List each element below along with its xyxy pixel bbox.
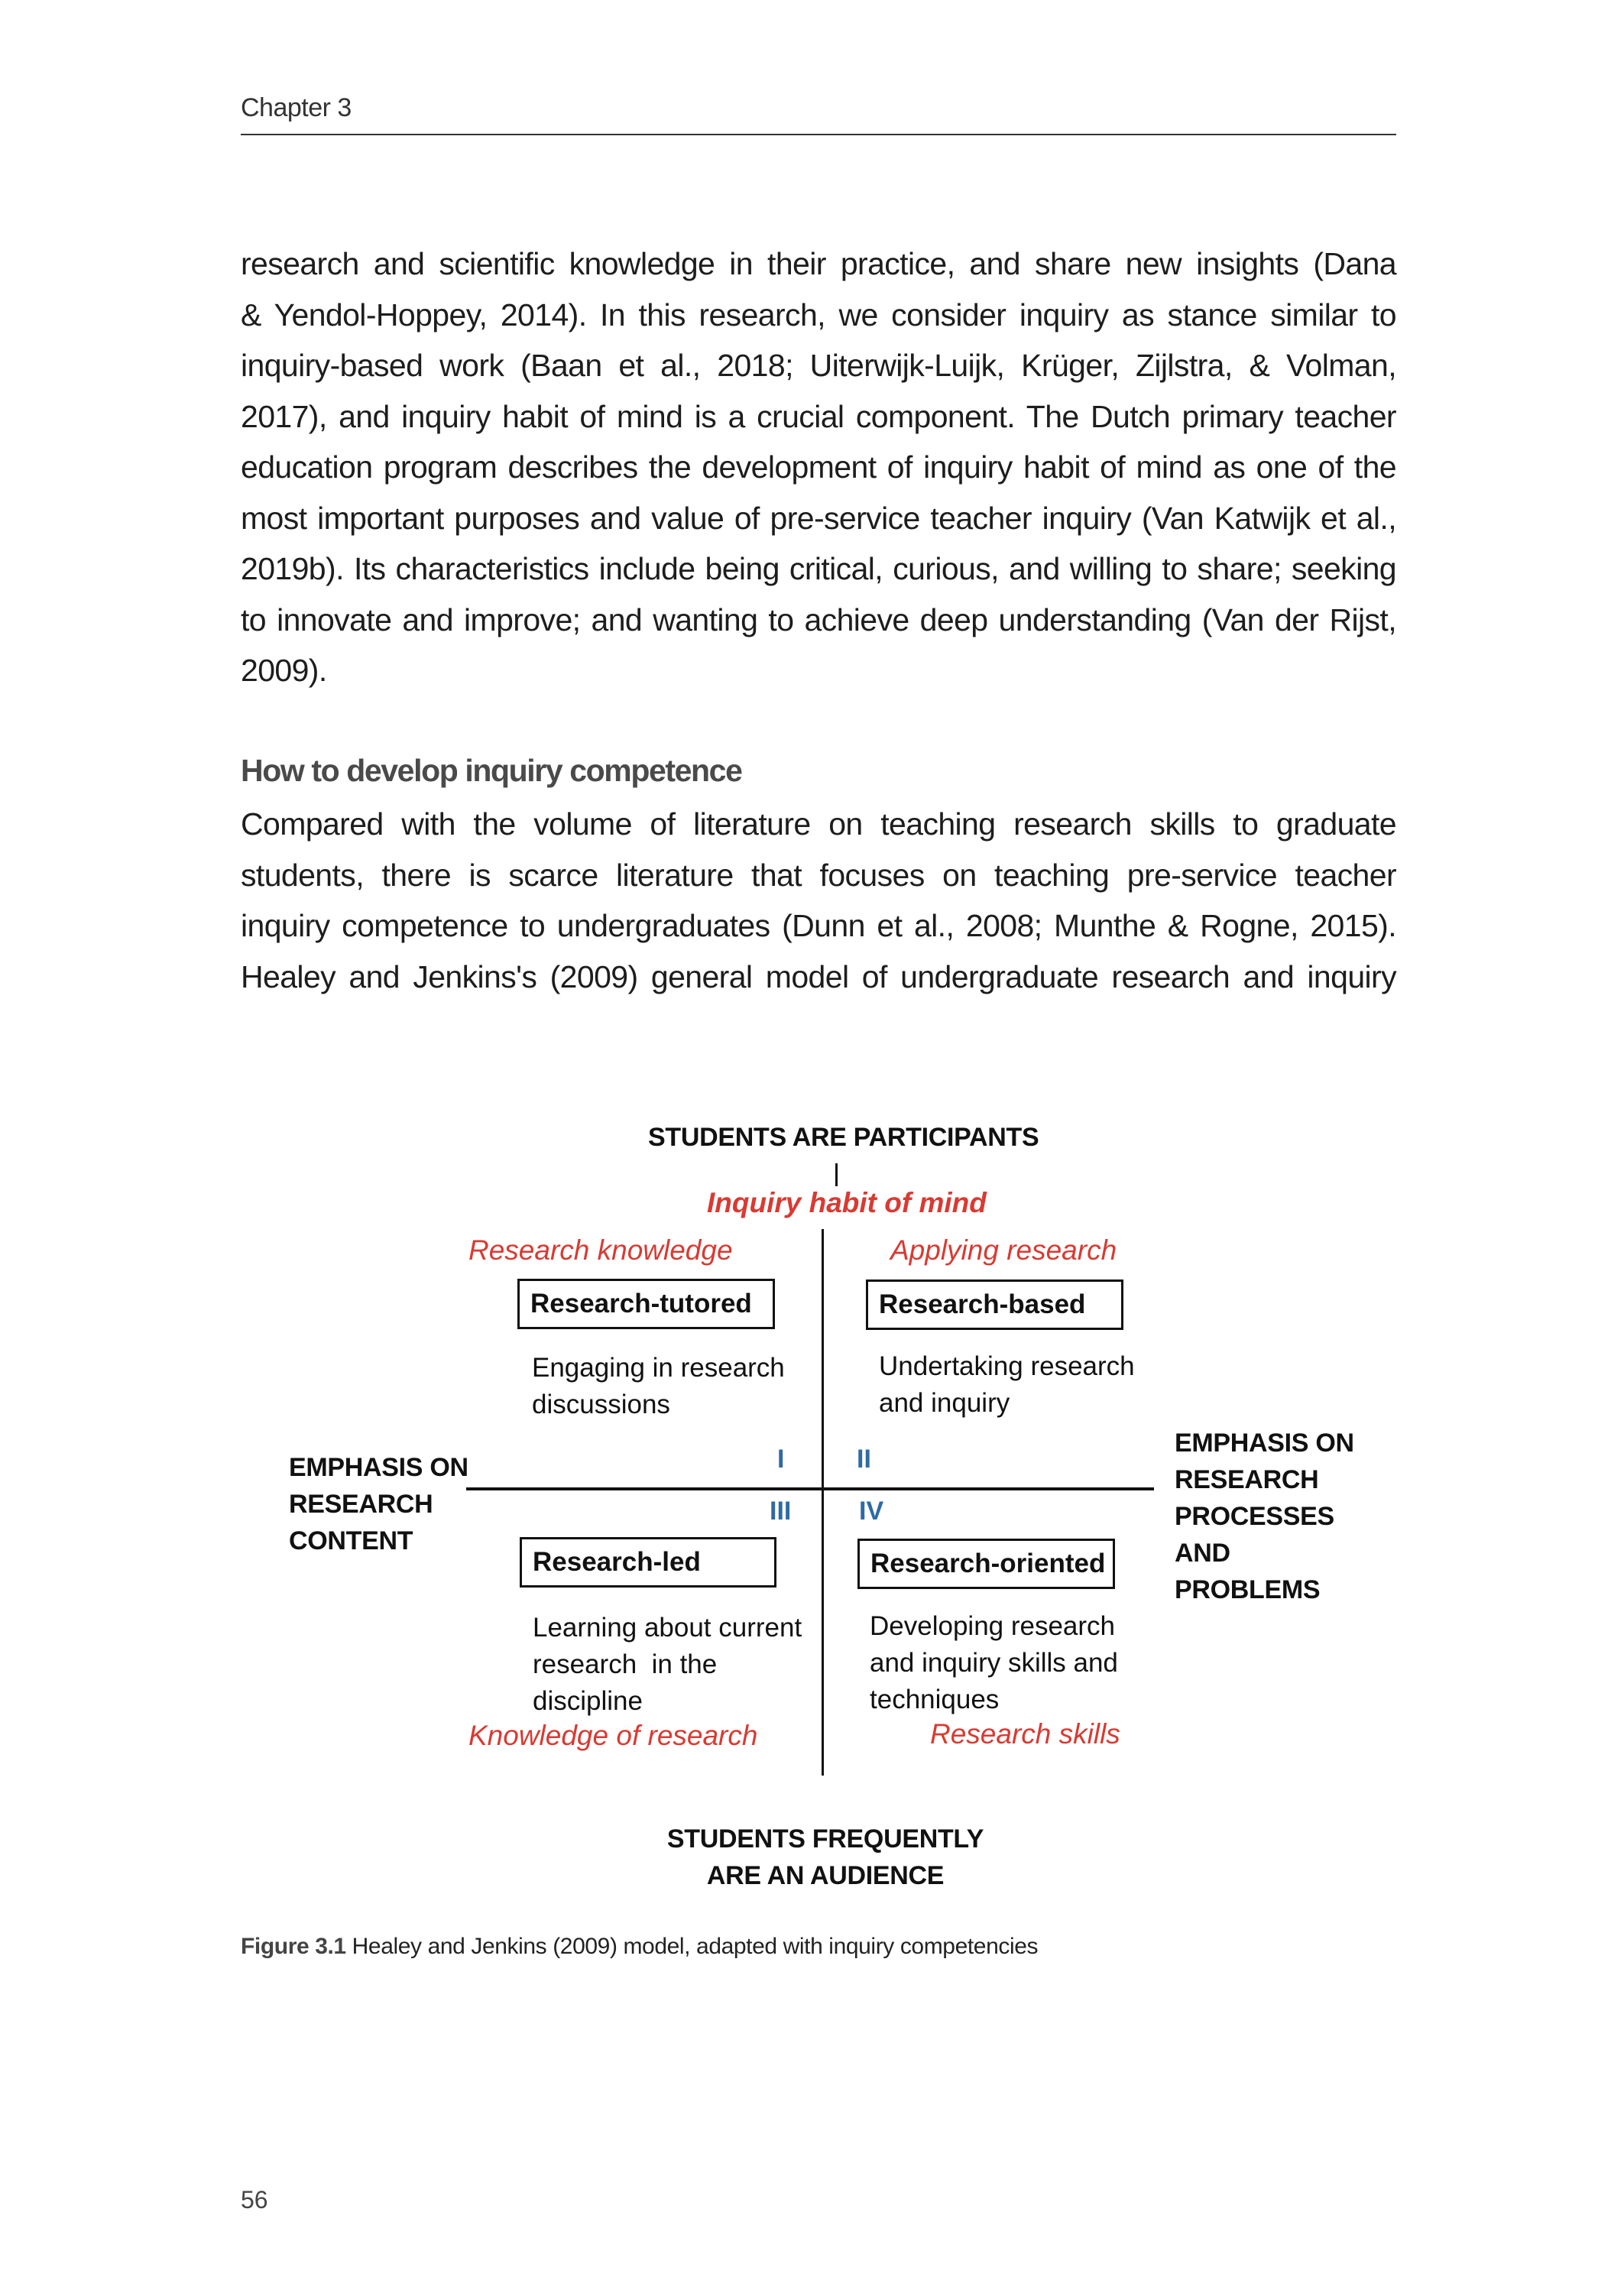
text-line: research and scientific knowledge in their practice, and share new insights (Dana bbox=[241, 246, 1396, 281]
quadrant-numeral-ii: II bbox=[857, 1445, 871, 1474]
description-line: discussions bbox=[532, 1390, 670, 1419]
horizontal-axis bbox=[466, 1487, 1154, 1490]
description-line: research in the bbox=[533, 1649, 718, 1679]
vertical-axis bbox=[822, 1229, 824, 1776]
category-label: Research-based bbox=[879, 1289, 1086, 1319]
text-line: to innovate and improve; and wanting to achieve deep understanding (Van der Rijst, bbox=[241, 602, 1396, 637]
top-axis-label: STUDENTS ARE PARTICIPANTS bbox=[648, 1123, 1039, 1152]
description-q2 bbox=[879, 1348, 1135, 1422]
description-line: Engaging in research bbox=[532, 1353, 785, 1383]
quadrant-numeral-iv: IV bbox=[859, 1497, 884, 1526]
description-line: techniques bbox=[870, 1685, 1000, 1714]
left-axis-label-line: EMPHASIS ON bbox=[289, 1453, 468, 1482]
text-line: education program describes the development of inquiry habit of mind as one of the bbox=[241, 449, 1396, 485]
category-box-research-led bbox=[520, 1537, 776, 1588]
text-line: 2009). bbox=[241, 653, 327, 688]
text-line: inquiry-based work (Baan et al., 2018; Uiterwijk-Luijk, Krüger, Zijlstra, & Volman, bbox=[241, 348, 1396, 383]
description-line: Learning about current bbox=[533, 1613, 802, 1643]
quadrant-numeral-iii: III bbox=[770, 1497, 792, 1526]
right-axis-label-line: AND bbox=[1175, 1539, 1230, 1568]
right-axis-label-line: PROCESSES bbox=[1175, 1502, 1334, 1531]
description-line: and inquiry bbox=[879, 1388, 1010, 1418]
category-box-research-oriented bbox=[857, 1539, 1115, 1589]
running-head: Chapter 3 bbox=[241, 93, 352, 122]
figure-caption-label: Figure 3.1 bbox=[241, 1934, 346, 1959]
text-line: Compared with the volume of literature on teaching research skills to graduate bbox=[241, 806, 1396, 842]
bottom-axis-label-line: STUDENTS FREQUENTLY bbox=[666, 1824, 984, 1854]
description-q4 bbox=[870, 1608, 1118, 1718]
text-line: inquiry competence to undergraduates (Dunn et al., 2008; Munthe & Rogne, 2015). bbox=[241, 908, 1396, 943]
text-line: most important purposes and value of pre-service teacher inquiry (Van Katwijk et al., bbox=[241, 500, 1396, 536]
description-line: discipline bbox=[533, 1686, 643, 1716]
description-q1 bbox=[532, 1350, 785, 1423]
figure-caption bbox=[241, 1934, 1038, 1960]
bottom-axis-label-line: ARE AN AUDIENCE bbox=[706, 1861, 945, 1890]
center-competency-label: Inquiry habit of mind bbox=[707, 1187, 987, 1218]
top-axis-tick bbox=[835, 1163, 838, 1186]
right-axis-label-line: PROBLEMS bbox=[1175, 1575, 1321, 1604]
description-line: and inquiry skills and bbox=[870, 1648, 1118, 1678]
section-heading: How to develop inquiry competence bbox=[241, 753, 742, 788]
text-line: 2019b). Its characteristics include being critical, curious, and willing to share; seeking bbox=[241, 551, 1396, 586]
text-line: students, there is scarce literature that focuses on teaching pre-service teacher bbox=[241, 857, 1396, 893]
text-line: & Yendol-Hoppey, 2014). In this research, we consider inquiry as stance similar to bbox=[241, 297, 1396, 332]
category-label: Research-oriented bbox=[870, 1549, 1106, 1578]
bottom-axis-label bbox=[596, 1821, 1055, 1894]
text-line: 2017), and inquiry habit of mind is a crucial component. The Dutch primary teacher bbox=[241, 398, 1396, 434]
category-label: Research-tutored bbox=[530, 1289, 752, 1318]
right-axis-label bbox=[1175, 1425, 1354, 1608]
figure-caption-text: Healey and Jenkins (2009) model, adapted with inquiry competencies bbox=[345, 1934, 1039, 1959]
left-axis-label-line: CONTENT bbox=[289, 1526, 413, 1555]
competency-label-q3: Knowledge of research bbox=[468, 1720, 758, 1751]
description-line: Developing research bbox=[870, 1611, 1116, 1641]
description-q3 bbox=[533, 1610, 802, 1720]
right-axis-label-line: EMPHASIS ON bbox=[1175, 1429, 1354, 1458]
text-line: Healey and Jenkins's (2009) general model of undergraduate research and inquiry bbox=[241, 958, 1396, 994]
right-axis-label-line: RESEARCH bbox=[1175, 1465, 1319, 1494]
category-label: Research-led bbox=[533, 1547, 701, 1577]
competency-label-q4: Research skills bbox=[930, 1718, 1120, 1750]
page-number: 56 bbox=[241, 2186, 268, 2214]
category-box-research-tutored bbox=[517, 1279, 775, 1329]
category-box-research-based bbox=[866, 1279, 1123, 1330]
left-axis-label-line: RESEARCH bbox=[289, 1490, 433, 1519]
left-axis-label bbox=[289, 1449, 468, 1559]
description-line: Undertaking research bbox=[879, 1351, 1135, 1381]
competency-label-q2: Applying research bbox=[890, 1234, 1117, 1266]
quadrant-numeral-i: I bbox=[777, 1445, 785, 1474]
competency-label-q1: Research knowledge bbox=[468, 1234, 733, 1266]
